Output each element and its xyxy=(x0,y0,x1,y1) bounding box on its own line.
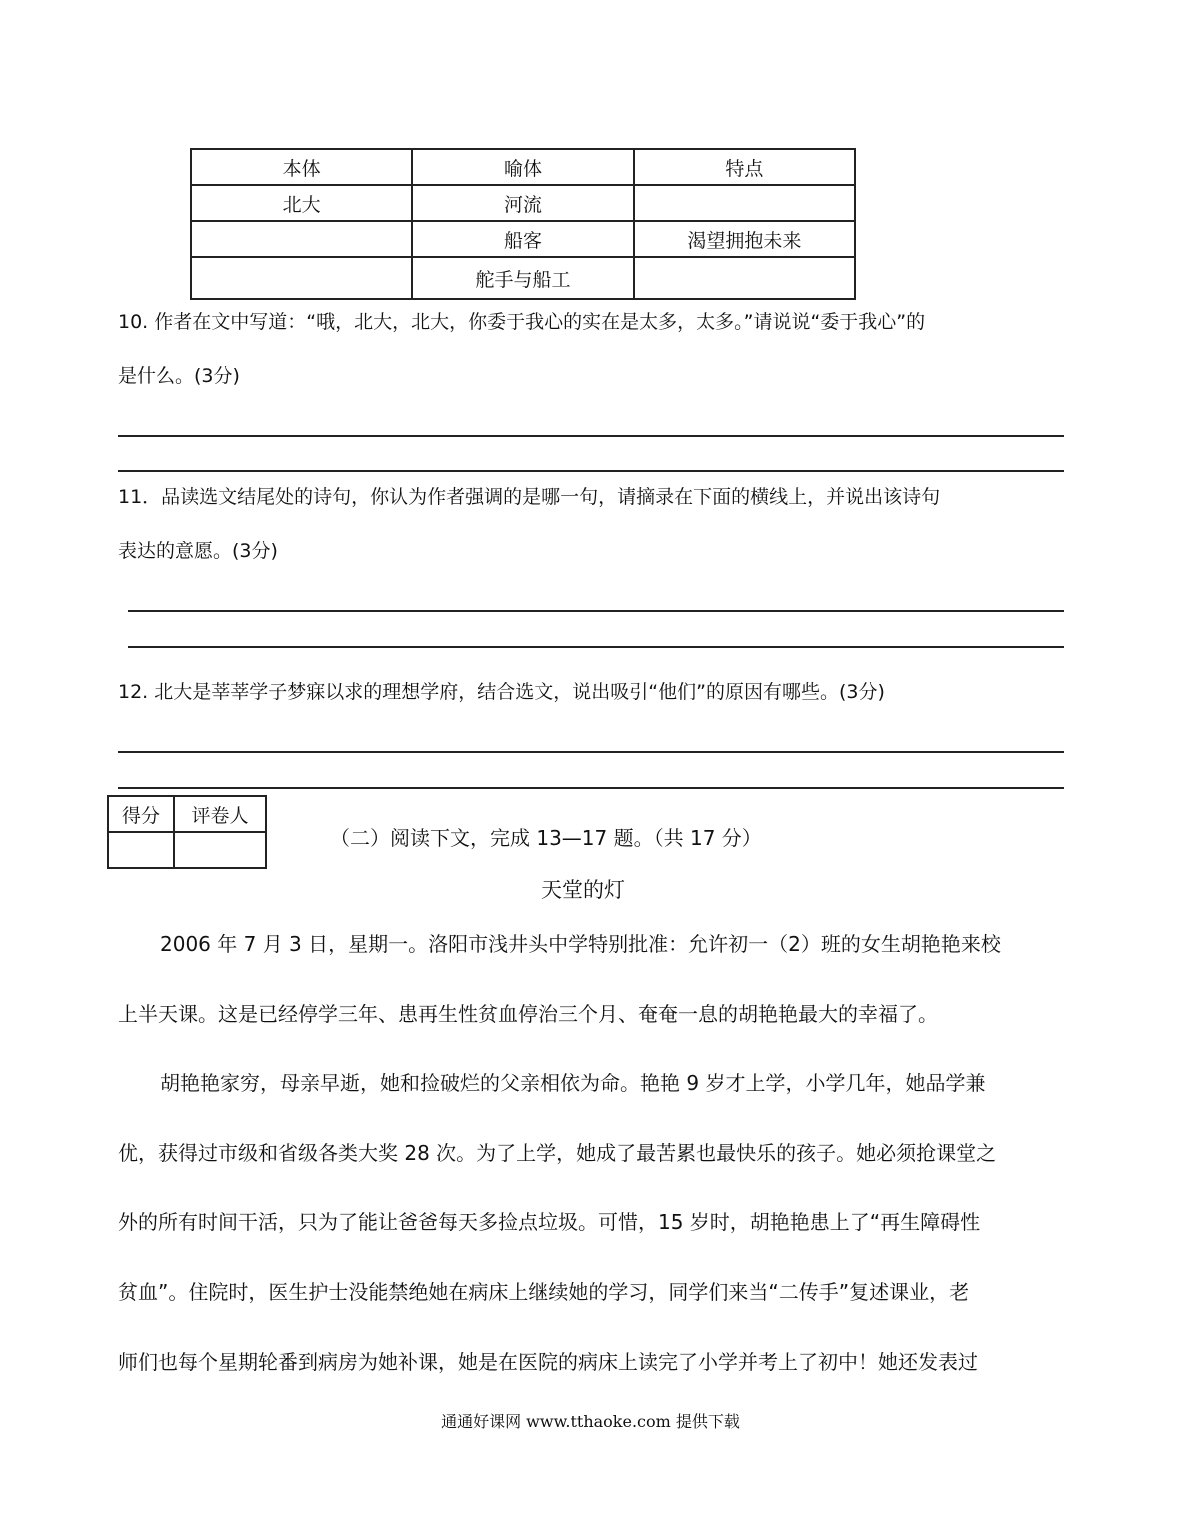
passage-line: 师们也每个星期轮番到病房为她补课，她是在医院的病床上读完了小学并考上了初中！她还发表过 xyxy=(118,1350,978,1374)
score-label: 得分 xyxy=(108,796,174,832)
page-footer: 通通好课网 www.tthaoke.com 提供下载 xyxy=(441,1412,740,1431)
grader-field[interactable] xyxy=(174,832,266,868)
answer-line[interactable] xyxy=(118,751,1064,753)
table-cell: 北大 xyxy=(191,185,412,221)
passage-line: 上半天课。这是已经停学三年、患再生性贫血停治三个月、奄奄一息的胡艳艳最大的幸福了。 xyxy=(118,1002,938,1026)
passage-line: 外的所有时间干活，只为了能让爸爸每天多捡点垃圾。可惜，15 岁时，胡艳艳患上了“再生障碍性 xyxy=(118,1210,981,1234)
question-10-line2: 是什么。(3分) xyxy=(118,365,240,387)
table-cell xyxy=(634,185,855,221)
answer-line[interactable] xyxy=(118,435,1064,437)
section-heading: （二）阅读下文，完成 13—17 题。（共 17 分） xyxy=(330,826,762,850)
question-11-line2: 表达的意愿。(3分) xyxy=(118,540,278,562)
passage-line: 优，获得过市级和省级各类大奖 28 次。为了上学，她成了最苦累也最快乐的孩子。她必须抢课堂之 xyxy=(118,1141,997,1165)
passage-title: 天堂的灯 xyxy=(541,878,625,902)
question-12-line1: 12. 北大是莘莘学子梦寐以求的理想学府，结合选文，说出吸引“他们”的原因有哪些。(3分) xyxy=(118,681,885,703)
table-cell xyxy=(191,257,412,299)
score-field[interactable] xyxy=(108,832,174,868)
answer-line[interactable] xyxy=(118,470,1064,472)
question-11-line1: 11．品读选文结尾处的诗句，你认为作者强调的是哪一句，请摘录在下面的横线上，并说出该诗句 xyxy=(118,486,941,508)
passage-line: 胡艳艳家穷，母亲早逝，她和捡破烂的父亲相依为命。艳艳 9 岁才上学，小学几年，她品学兼 xyxy=(160,1071,986,1095)
table-row xyxy=(191,257,855,299)
score-box xyxy=(107,795,267,869)
table-row xyxy=(191,221,855,257)
table-header-cell: 喻体 xyxy=(412,149,633,185)
table-cell: 船客 xyxy=(412,221,633,257)
table-cell: 河流 xyxy=(412,185,633,221)
answer-line[interactable] xyxy=(128,610,1064,612)
grader-label: 评卷人 xyxy=(174,796,266,832)
passage-line: 贫血”。住院时，医生护士没能禁绝她在病床上继续她的学习，同学们来当“二传手”复述课业，老 xyxy=(118,1280,970,1304)
table-cell xyxy=(191,221,412,257)
comparison-table xyxy=(190,148,856,300)
table-header-cell: 本体 xyxy=(191,149,412,185)
table-header-row xyxy=(191,149,855,185)
answer-line[interactable] xyxy=(118,787,1064,789)
table-cell: 渴望拥抱未来 xyxy=(634,221,855,257)
answer-line[interactable] xyxy=(128,646,1064,648)
question-10-line1: 10. 作者在文中写道：“哦，北大，北大，你委于我心的实在是太多，太多。”请说说“委于我心”的 xyxy=(118,311,926,333)
table-cell xyxy=(634,257,855,299)
table-cell: 舵手与船工 xyxy=(412,257,633,299)
passage-line: 2006 年 7 月 3 日，星期一。洛阳市浅井头中学特别批准：允许初一（2）班的女生胡艳艳来校 xyxy=(160,932,1001,956)
table-row xyxy=(191,185,855,221)
table-header-cell: 特点 xyxy=(634,149,855,185)
